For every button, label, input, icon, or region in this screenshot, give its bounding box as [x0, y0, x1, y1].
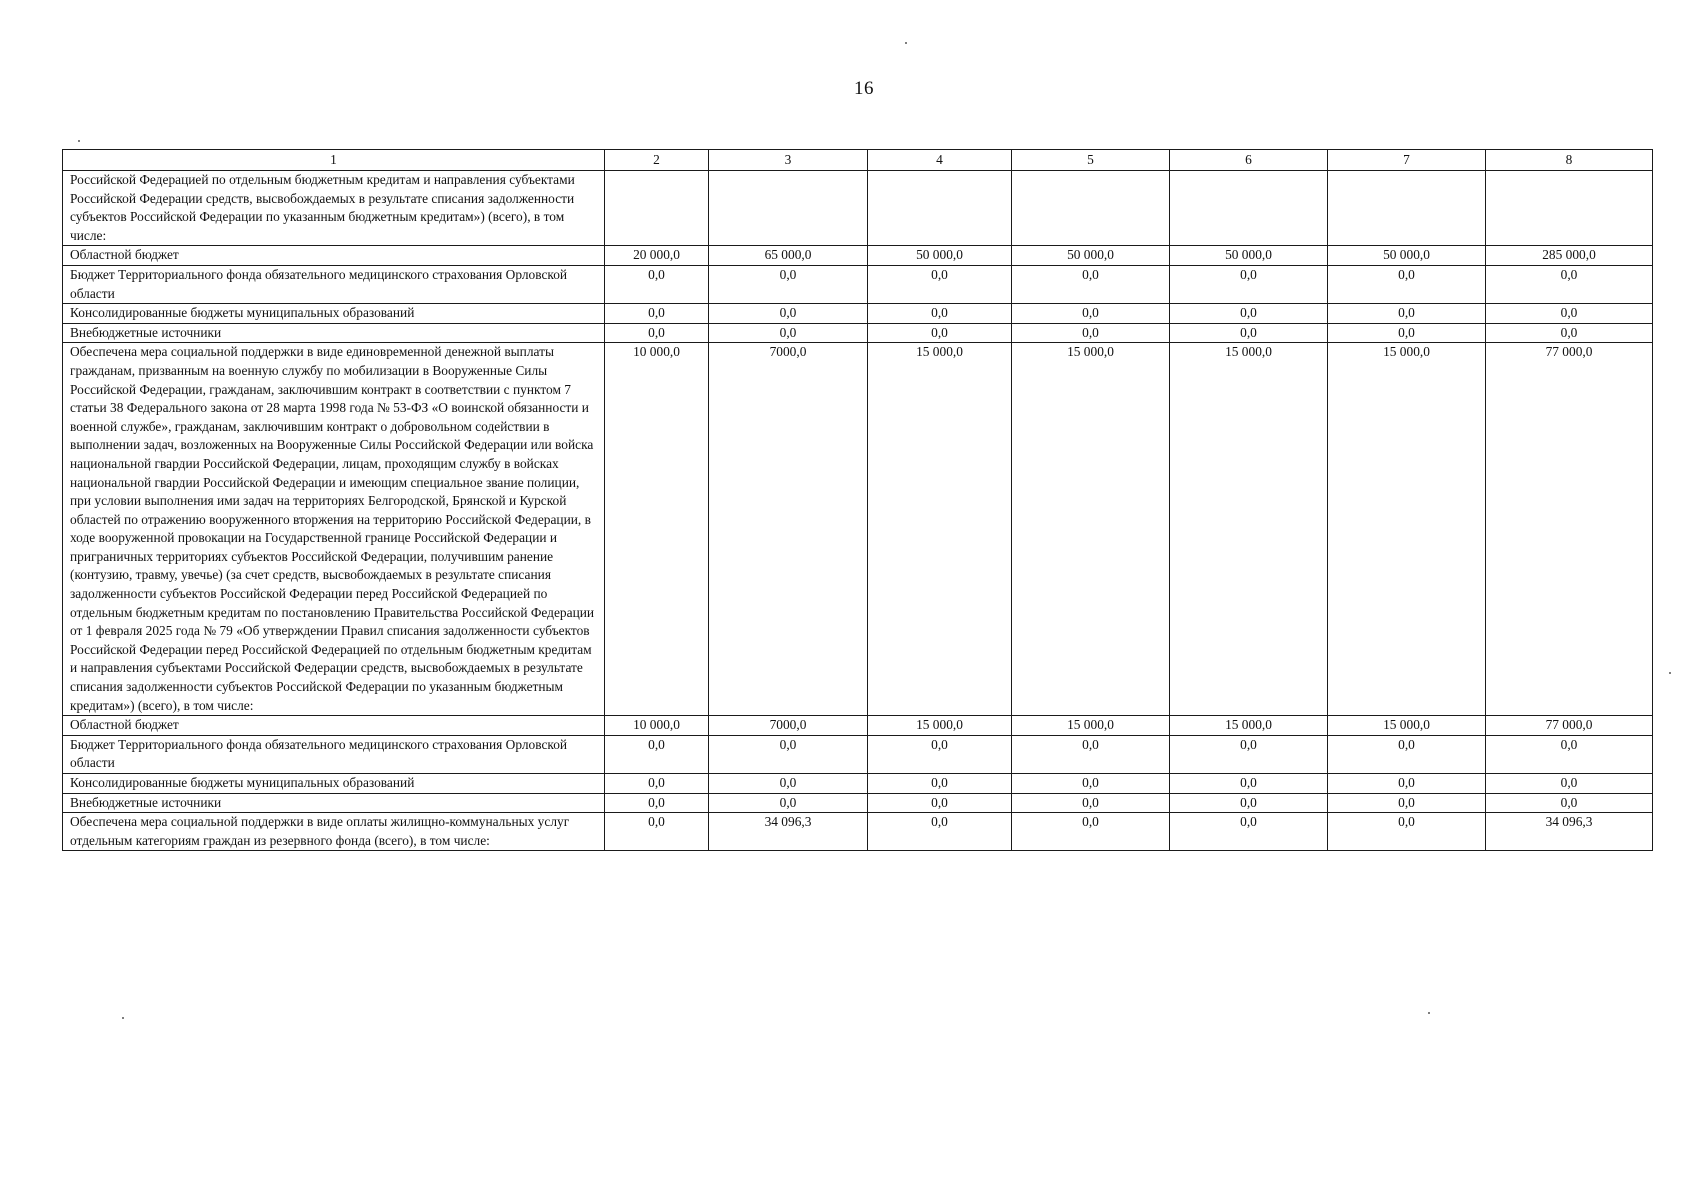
- table-row: [63, 793, 1653, 813]
- value-cell: 0,0: [1328, 265, 1486, 303]
- value-cell: 0,0: [868, 265, 1012, 303]
- value-cell: 0,0: [1012, 304, 1170, 324]
- value-cell: 0,0: [709, 265, 868, 303]
- row-label: Обеспечена мера социальной поддержки в виде единовременной денежной выплаты гражданам, призванным на военную службу по мобилизации в Вооруженные Силы Российской Федерации, гражданам, заключившим контракт в соответствии с пунктом 7 статьи 38 Федерального закона от 28 марта 1998 года № 53-ФЗ «О воинской обязанности и военной службе», гражданам, заключившим контракт о добровольном содействии в выполнении задач, возложенных на Вооруженные Силы Российской Федерации или войска национальной гвардии Российской Федерации, лицам, проходящим службу в войсках национальной гвардии Российской Федерации и имеющим специальное звание полиции, при условии выполнения ими задач на территориях Белгородской, Брянской и Курской областей по отражению вооруженного вторжения на территорию Российской Федерации, в ходе вооруженной провокации на Государственной границе Российской Федерации и приграничных территориях субъектов Российской Федерации, получившим ранение (контузию, травму, увечье) (за счет средств, высвобождаемых в результате списания задолженности субъектов Российской Федерации перед Российской Федерацией по отдельным бюджетным кредитам по постановлению Правительства Российской Федерации от 1 февраля 2025 года № 79 «Об утверждении Правил списания задолженности субъектов Российской Федерации перед Российской Федерацией по отдельным бюджетным кредитам и направления субъектами Российской Федерации средств, высвобождаемых в результате списания задолженности субъектов Российской Федерации по указанным бюджетным кредитам») (всего), в том числе:: [63, 343, 605, 716]
- scan-speck: [1669, 672, 1671, 674]
- value-cell: 10 000,0: [605, 716, 709, 736]
- value-cell: 50 000,0: [1170, 246, 1328, 266]
- value-cell: 15 000,0: [1170, 716, 1328, 736]
- table-row: [63, 304, 1653, 324]
- value-cell: 50 000,0: [868, 246, 1012, 266]
- value-cell: [1328, 171, 1486, 246]
- value-cell: 15 000,0: [868, 716, 1012, 736]
- value-cell: 0,0: [1012, 735, 1170, 773]
- value-cell: 0,0: [605, 813, 709, 851]
- value-cell: 0,0: [1328, 735, 1486, 773]
- value-cell: [868, 171, 1012, 246]
- value-cell: 0,0: [1328, 323, 1486, 343]
- value-cell: 0,0: [1328, 304, 1486, 324]
- budget-table: [62, 149, 1653, 851]
- value-cell: 15 000,0: [1170, 343, 1328, 716]
- value-cell: 50 000,0: [1328, 246, 1486, 266]
- value-cell: 0,0: [1170, 323, 1328, 343]
- value-cell: 34 096,3: [709, 813, 868, 851]
- value-cell: 50 000,0: [1012, 246, 1170, 266]
- row-label: Внебюджетные источники: [63, 793, 605, 813]
- scan-speck: [1428, 1012, 1430, 1014]
- value-cell: 0,0: [1170, 735, 1328, 773]
- value-cell: 0,0: [605, 793, 709, 813]
- value-cell: [1486, 171, 1653, 246]
- column-number: 8: [1486, 150, 1653, 171]
- value-cell: 15 000,0: [1328, 716, 1486, 736]
- table-row: [63, 735, 1653, 773]
- row-label: Российской Федерацией по отдельным бюджетным кредитам и направления субъектами Российской Федерации средств, высвобождаемых в результате списания задолженности субъектов Российской Федерации по указанным бюджетным кредитам») (всего), в том числе:: [63, 171, 605, 246]
- value-cell: 34 096,3: [1486, 813, 1653, 851]
- value-cell: 77 000,0: [1486, 716, 1653, 736]
- table-row: [63, 246, 1653, 266]
- column-number: 2: [605, 150, 709, 171]
- value-cell: 7000,0: [709, 716, 868, 736]
- value-cell: [709, 171, 868, 246]
- value-cell: 0,0: [868, 774, 1012, 794]
- value-cell: 0,0: [1012, 265, 1170, 303]
- value-cell: 10 000,0: [605, 343, 709, 716]
- value-cell: 0,0: [605, 323, 709, 343]
- scan-speck: [905, 42, 907, 44]
- value-cell: 0,0: [1170, 304, 1328, 324]
- value-cell: [1170, 171, 1328, 246]
- value-cell: 0,0: [1012, 813, 1170, 851]
- value-cell: 0,0: [1486, 304, 1653, 324]
- value-cell: 0,0: [1012, 774, 1170, 794]
- value-cell: [605, 171, 709, 246]
- row-label: Обеспечена мера социальной поддержки в виде оплаты жилищно-коммунальных услуг отдельным категориям граждан из резервного фонда (всего), в том числе:: [63, 813, 605, 851]
- table-row: [63, 813, 1653, 851]
- value-cell: 0,0: [1012, 323, 1170, 343]
- value-cell: 15 000,0: [1328, 343, 1486, 716]
- column-number: 4: [868, 150, 1012, 171]
- row-label: Областной бюджет: [63, 246, 605, 266]
- value-cell: 0,0: [605, 735, 709, 773]
- scan-speck: [78, 140, 80, 142]
- table-row: [63, 323, 1653, 343]
- value-cell: 0,0: [1486, 774, 1653, 794]
- value-cell: 0,0: [1170, 813, 1328, 851]
- value-cell: 0,0: [1328, 793, 1486, 813]
- value-cell: 285 000,0: [1486, 246, 1653, 266]
- scan-speck: [122, 1017, 124, 1019]
- value-cell: 0,0: [605, 304, 709, 324]
- value-cell: 0,0: [868, 323, 1012, 343]
- value-cell: 7000,0: [709, 343, 868, 716]
- row-label: Консолидированные бюджеты муниципальных образований: [63, 774, 605, 794]
- value-cell: 0,0: [709, 793, 868, 813]
- value-cell: 0,0: [1328, 774, 1486, 794]
- value-cell: 0,0: [868, 304, 1012, 324]
- value-cell: 15 000,0: [1012, 716, 1170, 736]
- column-number: 5: [1012, 150, 1170, 171]
- value-cell: 0,0: [709, 735, 868, 773]
- table-row: [63, 171, 1653, 246]
- value-cell: 0,0: [1486, 265, 1653, 303]
- value-cell: 0,0: [1486, 793, 1653, 813]
- value-cell: 15 000,0: [868, 343, 1012, 716]
- value-cell: [1012, 171, 1170, 246]
- value-cell: 15 000,0: [1012, 343, 1170, 716]
- column-number-row: [63, 150, 1653, 171]
- value-cell: 0,0: [1486, 323, 1653, 343]
- value-cell: 77 000,0: [1486, 343, 1653, 716]
- value-cell: 0,0: [605, 774, 709, 794]
- table-row: [63, 716, 1653, 736]
- table-row: [63, 265, 1653, 303]
- column-number: 3: [709, 150, 868, 171]
- value-cell: 0,0: [709, 774, 868, 794]
- value-cell: 0,0: [868, 813, 1012, 851]
- page-number: 16: [854, 78, 874, 99]
- value-cell: 0,0: [709, 304, 868, 324]
- value-cell: 0,0: [605, 265, 709, 303]
- value-cell: 0,0: [1012, 793, 1170, 813]
- value-cell: 20 000,0: [605, 246, 709, 266]
- row-label: Бюджет Территориального фонда обязательного медицинского страхования Орловской области: [63, 265, 605, 303]
- row-label: Консолидированные бюджеты муниципальных образований: [63, 304, 605, 324]
- table-row: [63, 343, 1653, 716]
- row-label: Областной бюджет: [63, 716, 605, 736]
- table-row: [63, 774, 1653, 794]
- value-cell: 0,0: [1170, 793, 1328, 813]
- value-cell: 0,0: [1486, 735, 1653, 773]
- row-label: Внебюджетные источники: [63, 323, 605, 343]
- value-cell: 0,0: [868, 735, 1012, 773]
- value-cell: 0,0: [868, 793, 1012, 813]
- column-number: 7: [1328, 150, 1486, 171]
- column-number: 1: [63, 150, 605, 171]
- column-number: 6: [1170, 150, 1328, 171]
- value-cell: 0,0: [709, 323, 868, 343]
- table-body: [63, 171, 1653, 851]
- value-cell: 0,0: [1170, 774, 1328, 794]
- row-label: Бюджет Территориального фонда обязательного медицинского страхования Орловской области: [63, 735, 605, 773]
- value-cell: 0,0: [1328, 813, 1486, 851]
- value-cell: 65 000,0: [709, 246, 868, 266]
- value-cell: 0,0: [1170, 265, 1328, 303]
